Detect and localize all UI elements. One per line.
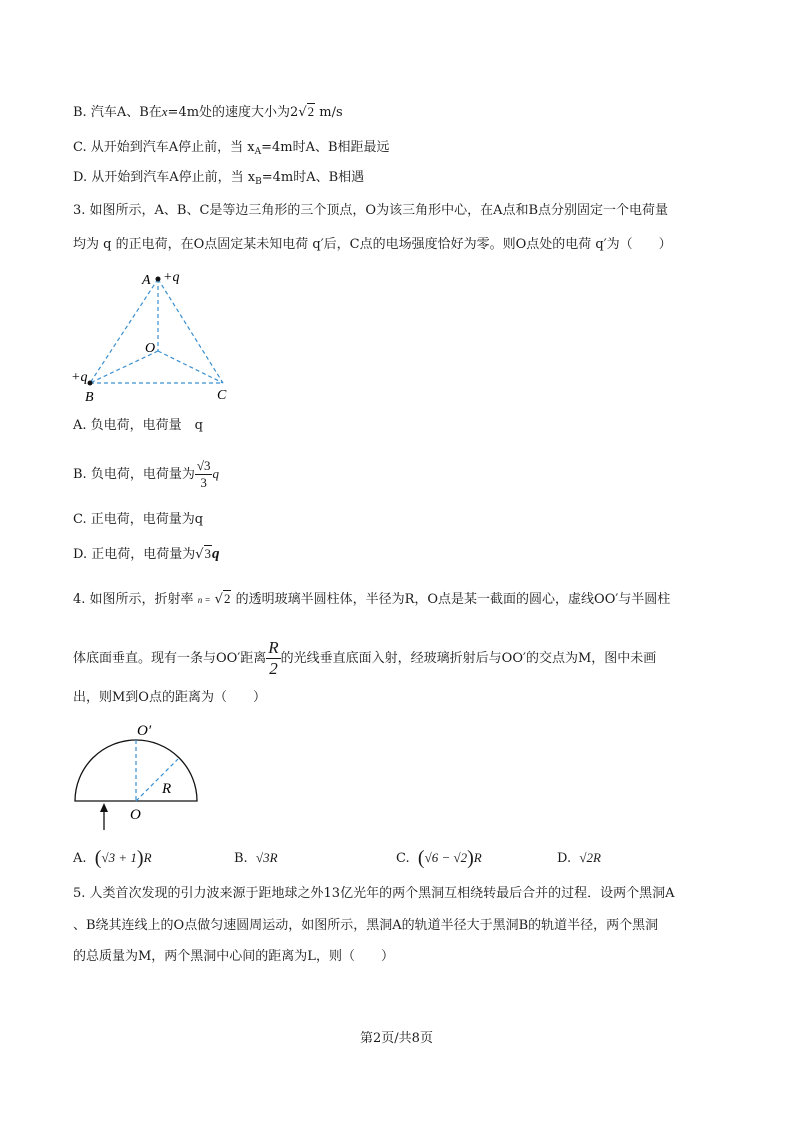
q2-option-c: C. 从开始到汽车A停止前，当 $x_A=4m$时A、B相距最远 xyxy=(73,140,390,157)
q3-option-b: B. 负电荷，电荷量为 $\frac{√3}{3}$ q xyxy=(73,458,219,490)
q5-stem-line1: 5. 人类首次发现的引力波来源于距地球之外13亿光年的两个黑洞互相绕转最后合并的过程．设两个黑洞A xyxy=(73,886,675,901)
incident-ray-arrow-icon xyxy=(100,803,108,812)
q4-stem-line1: 4. 如图所示，折射率 n = √2 的透明玻璃半圆柱体，半径为R，O点是某一截面的圆心，虚线OO′与半圆柱 xyxy=(73,591,671,607)
q5-stem-line3: 的总质量为M，两个黑洞中心间的距离为L，则（ ） xyxy=(73,949,394,964)
q4-stem-line2: 体底面垂直。现有一条与OO′距离 $\frac{R}{2}$ 的光线垂直底面入射，经玻璃折射后与OO′的交点为M，图中未画 xyxy=(73,638,657,678)
label-a-charge: +q xyxy=(163,270,180,285)
label-o: O xyxy=(130,807,141,823)
q3-stem-line1: 3. 如图所示，A、B、C是等边三角形的三个顶点，O为该三角形中心，在A点和B点分别固定一个电荷量 xyxy=(73,203,669,218)
page-footer: 第2页/共8页 xyxy=(360,1031,433,1046)
radius-line xyxy=(136,759,178,801)
label-r: R xyxy=(162,781,172,797)
label-b: B xyxy=(85,390,94,405)
segment-co xyxy=(158,351,223,383)
q3-option-c: C. 正电荷，电荷量为q xyxy=(73,512,204,527)
q4-option-a: A. (√3 + 1)R xyxy=(73,847,152,869)
label-o: O xyxy=(145,341,156,356)
q3-triangle-figure xyxy=(68,266,243,406)
q4-semicircle-figure xyxy=(70,718,205,833)
point-b-dot xyxy=(88,381,93,386)
q3-stem-line2: 均为 q 的正电荷，在O点固定某未知电荷 q′后，C点的电场强度恰好为零。则O点处的电荷 q′为（ ） xyxy=(73,237,672,252)
label-b-charge: +q xyxy=(71,370,88,385)
q3-option-a: A. 负电荷，电荷量 q xyxy=(73,418,203,433)
q4-option-c: C. (√6 − √2)R xyxy=(396,847,482,869)
q4-option-d: D. √2R xyxy=(557,850,601,866)
q4-option-b: B. √3R xyxy=(234,850,278,866)
q4-stem-line3: 出，则M到O点的距离为（ ） xyxy=(73,690,266,705)
q3-option-d: D. 正电荷，电荷量为√3q xyxy=(73,546,220,562)
point-a-dot xyxy=(156,277,161,282)
label-c: C xyxy=(217,388,227,403)
label-o-prime: O′ xyxy=(137,723,152,739)
q2-option-b: B. 汽车A、B在x=4m处的速度大小为2√2 m/s xyxy=(73,104,343,120)
q5-stem-line2: 、B绕其连线上的O点做匀速圆周运动，如图所示，黑洞A的轨道半径大于黑洞B的轨道半径，两个黑洞 xyxy=(73,918,659,933)
q2-option-d: D. 从开始到汽车A停止前，当 $x_B=4m$时A、B相遇 xyxy=(73,170,365,187)
label-a: A xyxy=(142,273,151,288)
